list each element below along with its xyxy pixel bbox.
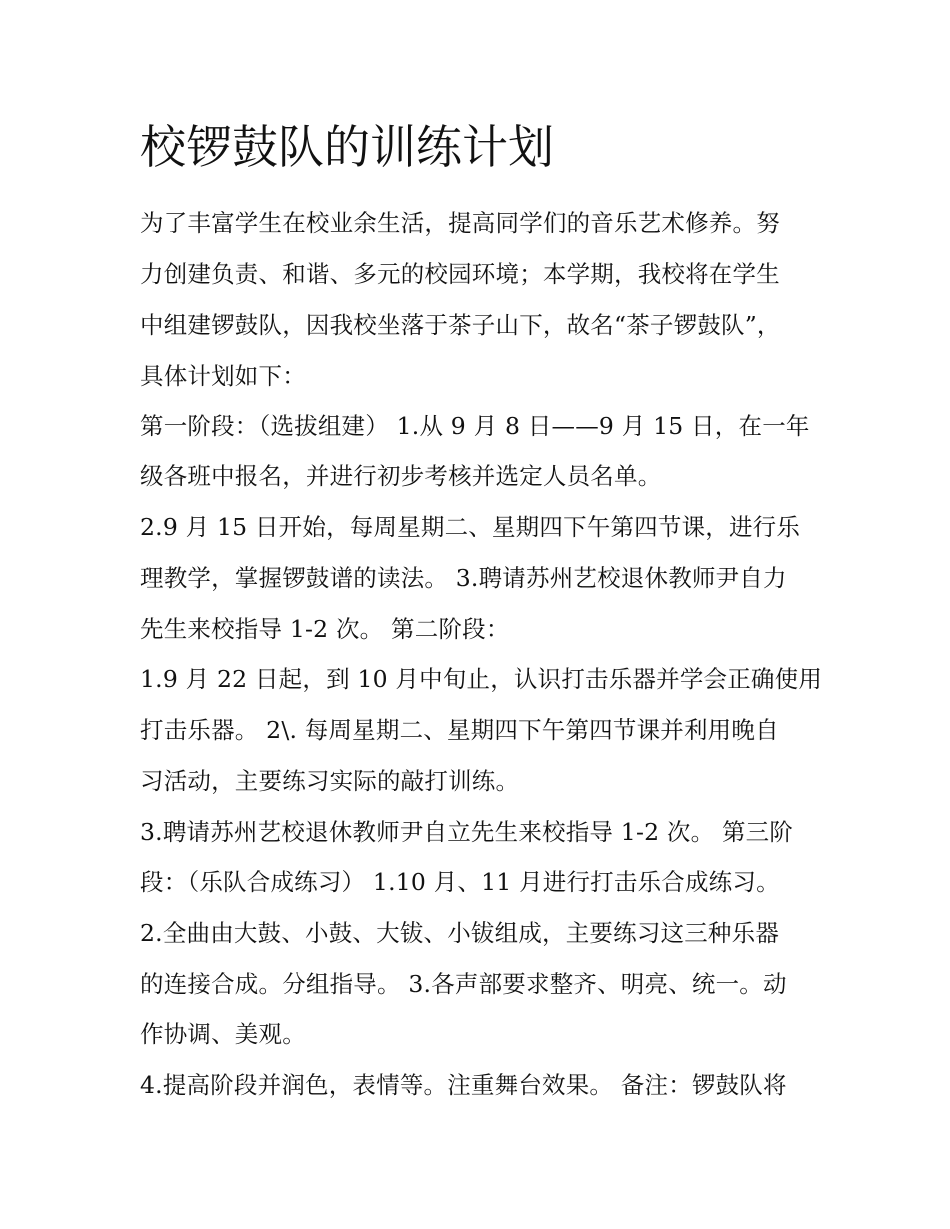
paragraph-line: 段：（乐队合成练习） 1.10 月、11 月进行打击乐合成练习。 xyxy=(140,868,780,896)
paragraph-line: 理教学，掌握锣鼓谱的读法。 3.聘请苏州艺校退休教师尹自力 xyxy=(140,564,787,592)
paragraph-line: 先生来校指导 1-2 次。 第二阶段： xyxy=(140,615,510,643)
paragraph-line: 习活动，主要练习实际的敲打训练。 xyxy=(140,767,520,795)
paragraph-line: 的连接合成。分组指导。 3.各声部要求整齐、明亮、统一。动 xyxy=(140,970,787,998)
paragraph-line: 作协调、美观。 xyxy=(140,1020,306,1048)
paragraph-line: 级各班中报名，并进行初步考核并选定人员名单。 xyxy=(140,462,662,490)
paragraph-line: 打击乐器。 2\. 每周星期二、星期四下午第四节课并利用晚自 xyxy=(140,716,779,744)
paragraph-line: 1.9 月 22 日起，到 10 月中旬止，认识打击乐器并学会正确使用 xyxy=(140,665,823,693)
paragraph-line: 2.全曲由大鼓、小鼓、大钹、小钹组成，主要练习这三种乐器 xyxy=(140,919,780,947)
paragraph-line: 第一阶段：（选拔组建） 1.从 9 月 8 日——9 月 15 日，在一年 xyxy=(140,412,810,440)
paragraph-line: 为了丰富学生在校业余生活，提高同学们的音乐艺术修养。努 xyxy=(140,209,780,237)
document-title: 校锣鼓队的训练计划 xyxy=(140,120,554,174)
paragraph-line: 具体计划如下： xyxy=(140,362,306,390)
paragraph-line: 3.聘请苏州艺校退休教师尹自立先生来校指导 1-2 次。 第三阶 xyxy=(140,818,794,846)
paragraph-line: 力创建负责、和谐、多元的校园环境；本学期，我校将在学生 xyxy=(140,260,780,288)
paragraph-line: 2.9 月 15 日开始，每周星期二、星期四下午第四节课，进行乐 xyxy=(140,513,801,541)
paragraph-line: 4.提高阶段并润色，表情等。注重舞台效果。 备注：锣鼓队将 xyxy=(140,1071,787,1099)
paragraph-line: 中组建锣鼓队，因我校坐落于茶子山下，故名“茶子锣鼓队”， xyxy=(140,311,781,339)
